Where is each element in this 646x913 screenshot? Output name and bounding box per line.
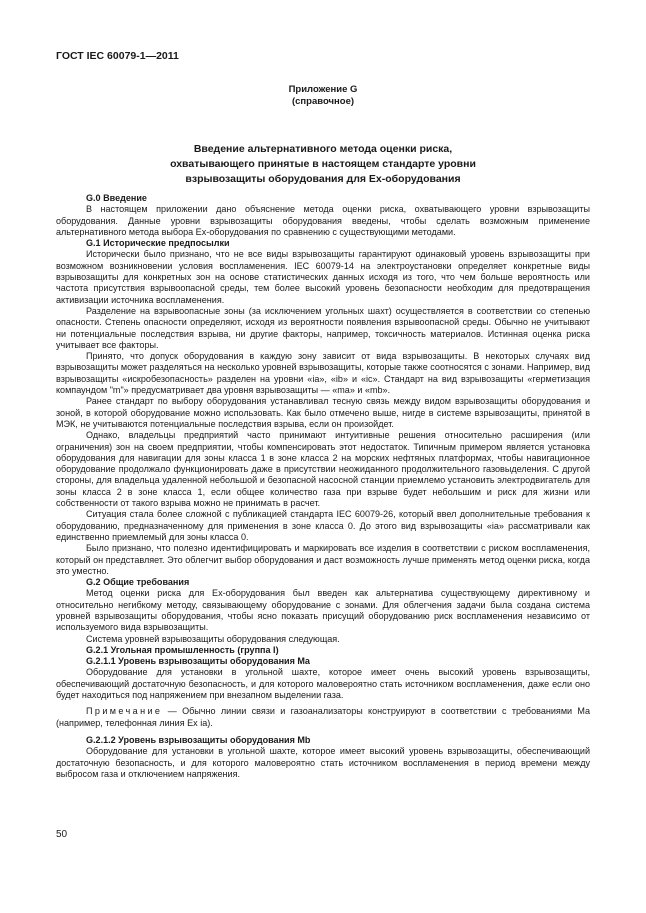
- section-heading-g211: G.2.1.1 Уровень взрывозащиты оборудования Ma: [86, 656, 310, 667]
- annex-title: Приложение G: [288, 84, 358, 95]
- paragraph: Оборудование для установки в угольной шахте, которое имеет высокий уровень взрывозащиты, обеспечивающий достаточную безопасность, и для которого маловероятно стать источником воспламенения в период времени между выбросом газа и отключением напряжения.: [56, 746, 590, 779]
- note-text: — Обычно линии связи и газоанализаторы конструируют в соответствии с требованиями Ma (например, телефонная линия Ex ia).: [56, 706, 590, 728]
- page-number: 50: [56, 829, 68, 840]
- page-header: ГОСТ IEC 60079-1—2011: [56, 50, 179, 62]
- annex-subtitle: (справочное): [291, 96, 355, 107]
- section-heading-g0: G.0 Введение: [86, 193, 147, 203]
- document-title: [56, 142, 590, 187]
- note-label: Примечание: [86, 706, 163, 717]
- note: [56, 706, 590, 729]
- paragraph: Разделение на взрывоопасные зоны (за исключением угольных шахт) осуществляется в соответствии со степенью опасности. Степень опасности определяют, исходя из вероятности появления взрывоопасной среды. Обычно не учитывают ни потенциальные последствия взрыва, ни другие факторы, например, токсичность материалов. Истинная оценка риска учитывает все факторы.: [56, 305, 590, 350]
- paragraph: Ранее стандарт по выбору оборудования устанавливал тесную связь между видом взрывозащиты оборудования и зоной, в которой оборудование можно использовать. Как было отмечено выше, нигде в системе взрывозащиты, принятой в МЭК, не учитываются потенциальные последствия взрыва, если он произойдет.: [56, 396, 590, 429]
- document-body: [56, 193, 590, 780]
- paragraph: Оборудование для установки в угольной шахте, которое имеет очень высокий уровень взрывозащиты, обеспечивающий достаточную безопасность, и для которого маловероятно стать источником воспламенения, даже если оно будет находиться под напряжением при внезапном выделении газа.: [56, 667, 590, 701]
- paragraph: Система уровней взрывозащиты оборудования следующая.: [86, 633, 340, 644]
- paragraph: В настоящем приложении дано объяснение метода оценки риска, охватывающего уровни взрывозащиты оборудования. Данные уровни взрывозащиты оборудования введены, чтобы сделать возможным применение альтернативного метода выбора Ex-оборудования по сравнению с существующими методами.: [56, 204, 590, 237]
- paragraph: Было признано, что полезно идентифицировать и маркировать все изделия в соответствии с риском воспламенения, который он представляет. Это облегчит выбор оборудования и даст возможность лучше применять метод оценки риска, когда это уместно.: [56, 543, 590, 576]
- section-heading-g1: G.1 Исторические предпосылки: [86, 238, 230, 249]
- title-line-1: Введение альтернативного метода оценки риска,: [193, 143, 453, 155]
- section-heading-g21: G.2.1 Угольная промышленность (группа I): [86, 644, 279, 655]
- paragraph: Однако, владельцы предприятий часто принимают интуитивные решения относительно расширения (или ограничения) зон на своем предприятии, чтобы компенсировать этот недостаток. Типичным примером является установка оборудования для навигации для зоны класса 1 в зоне класса 2 на морских нефтяных платформах, чтобы навигационное оборудование продолжало функционировать даже в присутствии неожиданного продолжительного газовыделения. С другой стороны, для владельца удаленной небольшой и безопасной насосной станции приемлемо установить электродвигатель для зоны класса 2 в зоне класса 1, если общее количество газа при взрыве будет небольшим и риск для жизни или собственности от такого взрыва можно не принимать в расчет.: [56, 430, 590, 509]
- paragraph: Метод оценки риска для Ex-оборудования был введен как альтернатива существующему директивному и относительно негибкому методу, связывающему оборудование с зонами. Для облегчения задачи была создана система уровней взрывозащиты оборудования, чтобы ясно показать присущий оборудованию риск воспламенения независимо от используемого вида взрывозащиты.: [56, 588, 590, 633]
- annex-label: [56, 84, 590, 108]
- section-heading-g2: G.2 Общие требования: [86, 577, 190, 588]
- title-line-3: взрывозащиты оборудования для Ex-оборудования: [185, 173, 461, 185]
- paragraph: Ситуация стала более сложной с публикацией стандарта IEC 60079-26, который ввел дополнительные требования к оборудованию, предназначенному для применения в зоне класса 0. До этого вид взрывозащиты «ia» рассматривали как единственно приемлемый для зоны класса 0.: [56, 509, 590, 542]
- paragraph: Исторически было признано, что не все виды взрывозащиты гарантируют одинаковый уровень взрывозащиты при возможном возникновении условия воспламенения. IEC 60079-14 на электроустановки определяет конкретные виды взрывозащиты для конкретных зон на основе статистических данных исходя из того, что чем больше вероятность или частота присутствия взрывоопасной среды, тем более высокий уровень безопасности необходим для предотвращения активизации источника воспламенения.: [56, 249, 590, 305]
- section-heading-g212: G.2.1.2 Уровень взрывозащиты оборудования Mb: [86, 734, 311, 745]
- paragraph: Принято, что допуск оборудования в каждую зону зависит от вида взрывозащиты. В некоторых случаях вид взрывозащиты может разделяться на несколько уровней взрывозащиты, которые также соотносятся с зонами. Например, вид взрывозащиты «искробезопасность» разделен на уровни «ia», «ib» и «ic». Стандарт на вид взрывозащиты «герметизация компаундом "m"» предусматривает два уровня взрывозащиты — «ma» и «mb».: [56, 351, 590, 396]
- title-line-2: охватывающего принятые в настоящем стандарте уровни: [170, 158, 476, 170]
